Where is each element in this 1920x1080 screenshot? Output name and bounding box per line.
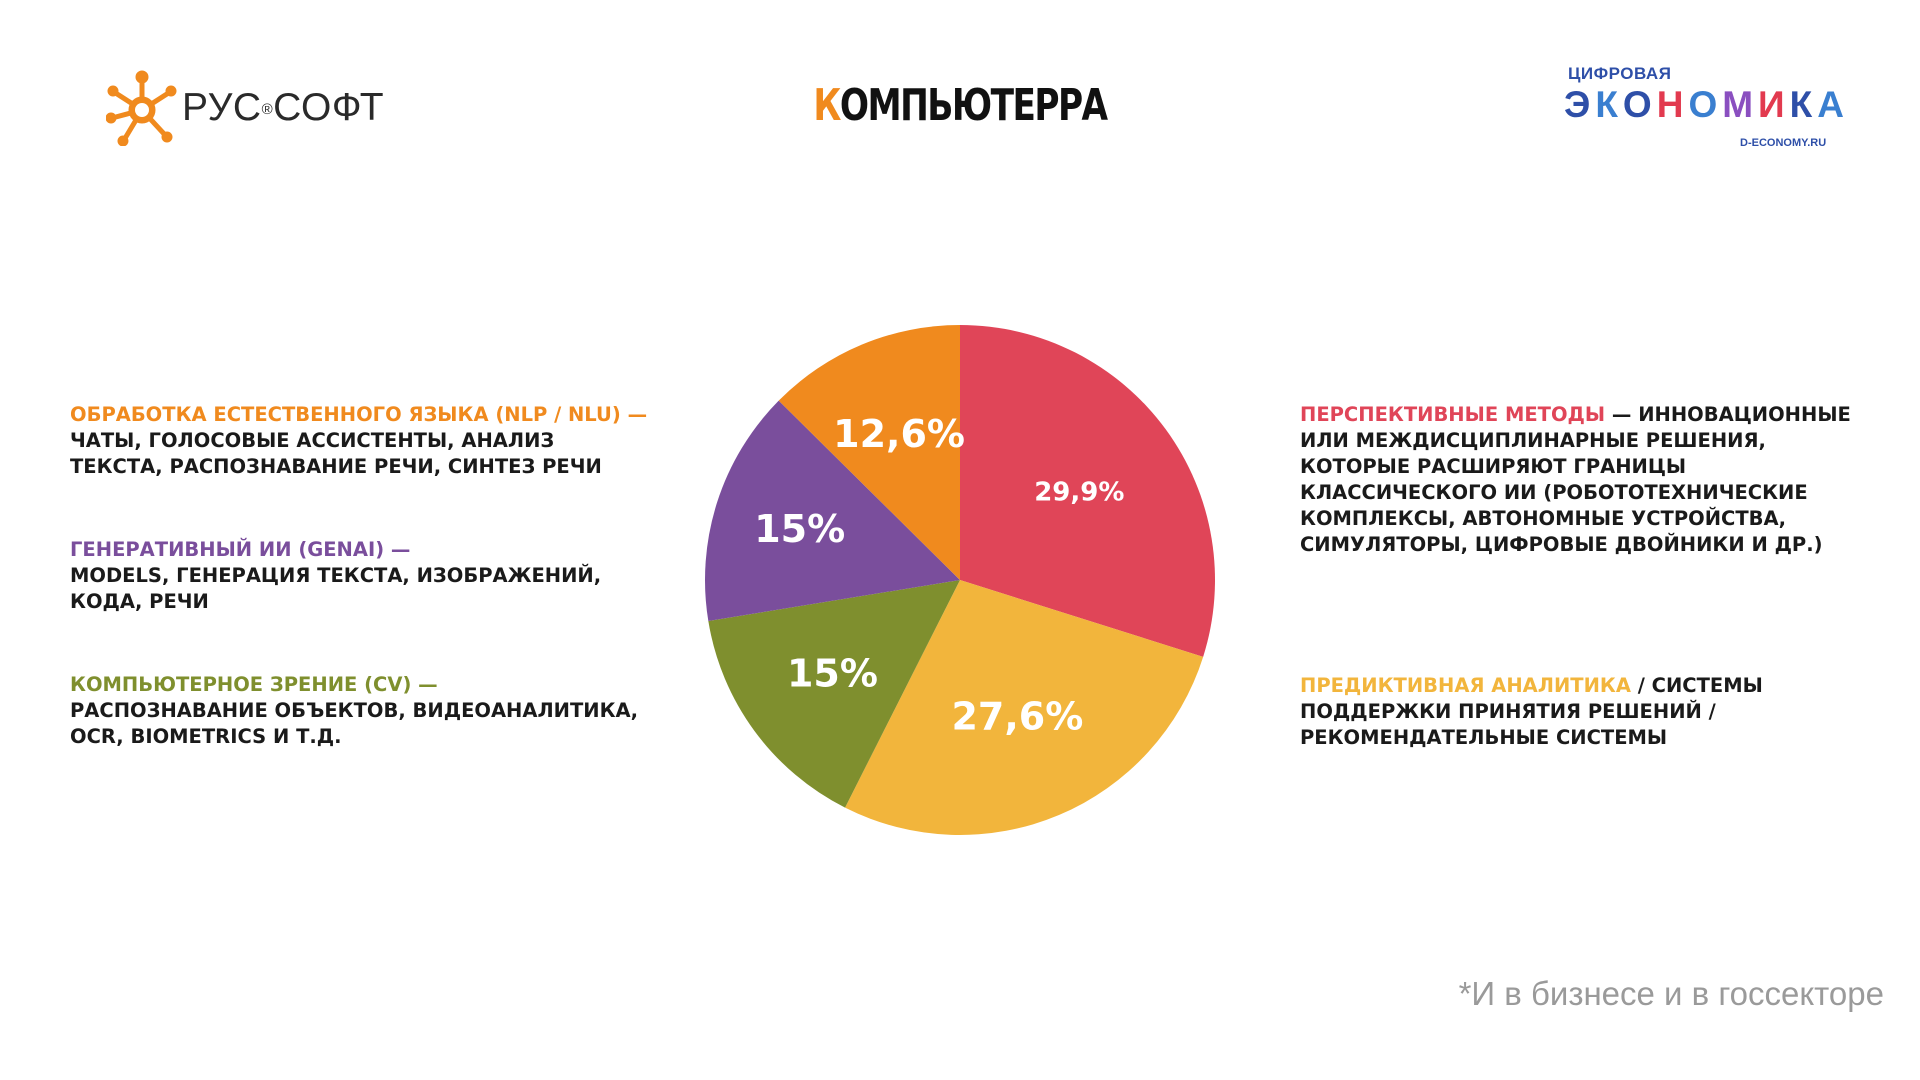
ruscoft-emblem-icon	[106, 70, 178, 146]
digital-economy-logo	[1560, 60, 1849, 160]
legend-nlp-body: ЧАТЫ, ГОЛОСОВЫЕ АССИСТЕНТЫ, АНАЛИЗ ТЕКСТА, РАСПОЗНАВАНИЕ РЕЧИ, СИНТЕЗ РЕЧИ	[70, 429, 602, 478]
title-rest: ОМПЬЮТЕРРА	[839, 80, 1107, 131]
wordmark-letter: Н	[1656, 84, 1689, 125]
legend-nlp-lead: ОБРАБОТКА ЕСТЕСТВЕННОГО ЯЗЫКА (NLP / NLU) —	[70, 403, 648, 426]
pie-slice-label: 12,6%	[833, 412, 966, 457]
legend-nlp	[70, 402, 650, 480]
legend-predictive-body: / СИСТЕМЫ ПОДДЕРЖКИ ПРИНЯТИЯ РЕШЕНИЙ / РЕКОМЕНДАТЕЛЬНЫЕ СИСТЕМЫ	[1300, 674, 1763, 749]
legend-cv-lead: КОМПЬЮТЕРНОЕ ЗРЕНИЕ (CV) —	[70, 673, 438, 696]
digital-economy-wordmark	[1564, 84, 1849, 126]
page-title	[757, 80, 1163, 131]
wordmark-letter: К	[1789, 84, 1818, 125]
pie-slice-label: 15%	[754, 506, 846, 551]
legend-advanced	[1300, 402, 1880, 558]
legend-genai-lead: ГЕНЕРАТИВНЫЙ ИИ (GENAI) —	[70, 538, 411, 561]
wordmark-letter: А	[1817, 84, 1849, 125]
digital-economy-top: ЦИФРОВАЯ	[1568, 64, 1672, 83]
ruscoft-wordmark: РУС®СОФТ	[182, 86, 385, 129]
wordmark-letter: М	[1722, 84, 1759, 125]
wordmark-letter: О	[1688, 84, 1723, 125]
pie-slice-label: 27,6%	[951, 694, 1084, 739]
ruscoft-logo	[106, 68, 385, 148]
wordmark-letter: О	[1622, 84, 1657, 125]
footnote: *И в бизнесе и в госсекторе	[1458, 975, 1884, 1012]
title-accent-letter: К	[813, 80, 840, 131]
wordmark-letter: И	[1758, 84, 1790, 125]
legend-advanced-lead: ПЕРСПЕКТИВНЫЕ МЕТОДЫ	[1300, 403, 1606, 426]
legend-predictive	[1300, 673, 1880, 751]
legend-genai-body: MODELS, ГЕНЕРАЦИЯ ТЕКСТА, ИЗОБРАЖЕНИЙ, КОДА, РЕЧИ	[70, 564, 602, 613]
digital-economy-url: D-ECONOMY.RU	[1740, 137, 1827, 149]
legend-advanced-body: — ИННОВАЦИОННЫЕ ИЛИ МЕЖДИСЦИПЛИНАРНЫЕ РЕШЕНИЯ, КОТОРЫЕ РАСШИРЯЮТ ГРАНИЦЫ КЛАССИЧЕСКОГО ИИ (РОБОТОТЕХНИЧЕСКИЕ КОМПЛЕКСЫ, АВТОНОМНЫЕ УСТРОЙСТВА, СИМУЛЯТОРЫ, ЦИФРОВЫЕ ДВОЙНИКИ И ДР.)	[1300, 403, 1851, 556]
legend-predictive-lead: ПРЕДИКТИВНАЯ АНАЛИТИКА	[1300, 674, 1631, 697]
pie-chart	[690, 310, 1230, 850]
legend-cv	[70, 672, 650, 750]
wordmark-letter: К	[1595, 84, 1623, 125]
wordmark-letter: Э	[1564, 84, 1596, 125]
pie-slice-label: 29,9%	[1034, 477, 1125, 508]
legend-genai	[70, 537, 650, 615]
pie-slice-label: 15%	[786, 651, 878, 696]
legend-cv-body: РАСПОЗНАВАНИЕ ОБЪЕКТОВ, ВИДЕОАНАЛИТИКА, OCR, BIOMETRICS И Т.Д.	[70, 699, 639, 748]
